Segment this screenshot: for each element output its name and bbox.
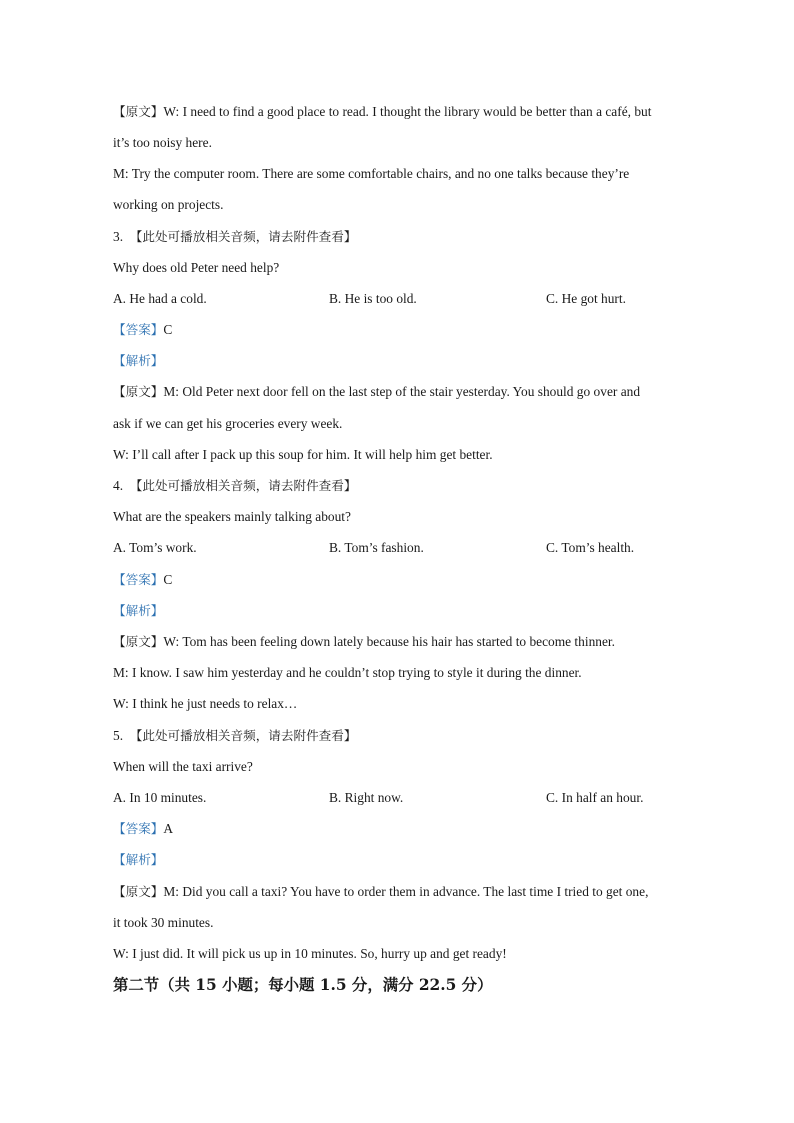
audio-note[interactable]: 【此处可播放相关音频，请去附件查看】 bbox=[129, 478, 357, 493]
transcript-line: it took 30 minutes. bbox=[113, 915, 214, 930]
answer-tag: 【答案】 bbox=[113, 322, 164, 337]
question-header bbox=[113, 478, 356, 494]
option-b: B. He is too old. bbox=[329, 291, 417, 306]
transcript-tag: 【原文】 bbox=[113, 634, 164, 649]
transcript-tag: 【原文】 bbox=[113, 104, 164, 119]
question-stem: When will the taxi arrive? bbox=[113, 759, 253, 774]
answer-line bbox=[113, 572, 172, 588]
answer-value: C bbox=[163, 322, 173, 337]
option-b: B. Tom’s fashion. bbox=[329, 540, 424, 555]
transcript-tag: 【原文】 bbox=[113, 384, 164, 399]
question-stem: Why does old Peter need help? bbox=[113, 260, 280, 275]
answer-value: A bbox=[163, 821, 174, 836]
transcript-line: W: I’ll call after I pack up this soup for him. It will help him get better. bbox=[113, 447, 493, 462]
transcript-tag: 【原文】 bbox=[113, 884, 164, 899]
option-c: C. Tom’s health. bbox=[546, 540, 635, 555]
answer-tag: 【答案】 bbox=[113, 572, 164, 587]
analysis-line bbox=[113, 603, 163, 619]
analysis-tag: 【解析】 bbox=[113, 353, 164, 368]
transcript-text: M: Old Peter next door fell on the last step of the stair yesterday. You should go over and bbox=[163, 384, 641, 399]
transcript-line: W: I think he just needs to relax… bbox=[113, 696, 298, 711]
analysis-line bbox=[113, 852, 163, 868]
transcript-line bbox=[113, 384, 640, 400]
question-number: 5. bbox=[113, 728, 124, 743]
option-a: A. He had a cold. bbox=[113, 291, 207, 306]
answer-line bbox=[113, 322, 172, 338]
question-number: 3. bbox=[113, 229, 124, 244]
transcript-line bbox=[113, 884, 648, 900]
option-a: A. Tom’s work. bbox=[113, 540, 197, 555]
transcript-line: M: I know. I saw him yesterday and he couldn’t stop trying to style it during the dinner. bbox=[113, 665, 582, 680]
transcript-line: working on projects. bbox=[113, 197, 224, 212]
audio-note[interactable]: 【此处可播放相关音频，请去附件查看】 bbox=[129, 728, 357, 743]
option-c: C. In half an hour. bbox=[546, 790, 644, 805]
option-a: A. In 10 minutes. bbox=[113, 790, 207, 805]
option-b: B. Right now. bbox=[329, 790, 404, 805]
answer-line bbox=[113, 821, 173, 837]
transcript-text: W: Tom has been feeling down lately because his hair has started to become thinner. bbox=[163, 634, 615, 649]
analysis-tag: 【解析】 bbox=[113, 603, 164, 618]
analysis-line bbox=[113, 353, 163, 369]
question-header bbox=[113, 229, 356, 245]
question-number: 4. bbox=[113, 478, 124, 493]
transcript-line: W: I just did. It will pick us up in 10 minutes. So, hurry up and get ready! bbox=[113, 946, 507, 961]
question-stem: What are the speakers mainly talking about? bbox=[113, 509, 351, 524]
answer-tag: 【答案】 bbox=[113, 821, 164, 836]
transcript-text: W: I need to find a good place to read. I thought the library would be better than a café, but bbox=[163, 104, 652, 119]
transcript-line bbox=[113, 104, 651, 120]
transcript-line: it’s too noisy here. bbox=[113, 135, 212, 150]
question-header bbox=[113, 728, 356, 744]
transcript-text: M: Did you call a taxi? You have to order them in advance. The last time I tried to get one, bbox=[163, 884, 649, 899]
transcript-line: ask if we can get his groceries every week. bbox=[113, 416, 343, 431]
analysis-tag: 【解析】 bbox=[113, 852, 164, 867]
transcript-line bbox=[113, 634, 615, 650]
answer-value: C bbox=[163, 572, 173, 587]
transcript-line: M: Try the computer room. There are some comfortable chairs, and no one talks because they’re bbox=[113, 166, 630, 181]
section-heading: 第二节（共 15 小题；每小题 1.5 分，满分 22.5 分） bbox=[113, 976, 493, 994]
option-c: C. He got hurt. bbox=[546, 291, 626, 306]
audio-note[interactable]: 【此处可播放相关音频，请去附件查看】 bbox=[129, 229, 357, 244]
